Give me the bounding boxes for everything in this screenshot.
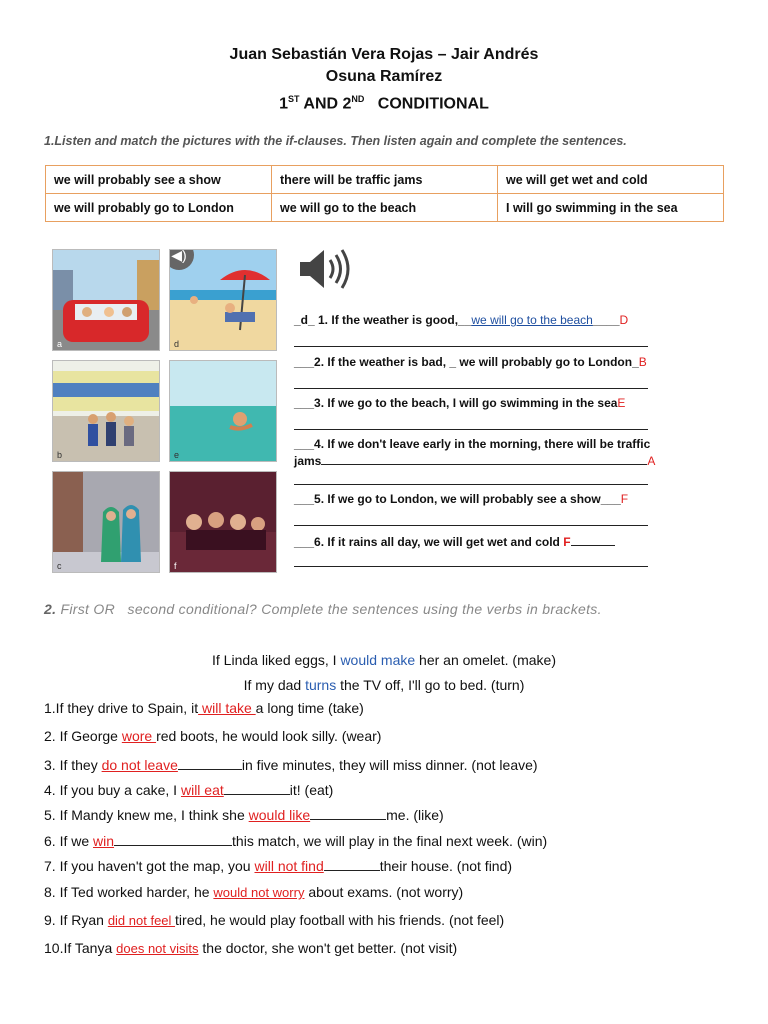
- picture-london-train: [52, 360, 160, 462]
- sentence-1: 1.If they drive to Spain, it will take a long time (take): [44, 700, 364, 716]
- question-4-line-2: jams A: [294, 454, 656, 468]
- page-title: 1ST AND 2ND CONDITIONAL: [279, 94, 489, 113]
- answer-line: [294, 429, 648, 430]
- sentence-7: 7. If you haven't got the map, you will not find their house. (not find): [44, 858, 513, 874]
- sentence-6: 6. If we win this match, we will play in the final next week. (win): [44, 833, 548, 849]
- picture-label: b: [57, 450, 63, 460]
- option-cell: we will probably see a show: [46, 166, 272, 194]
- answer-line: [294, 484, 648, 485]
- sentence-9: 9. If Ryan did not feel tired, he would play football with his friends. (not feel): [44, 912, 505, 928]
- question-3: ___3. If we go to the beach, I will go swimming in the seaE: [294, 396, 626, 410]
- question-2: ___2. If the weather is bad, _ we will probably go to London_B: [294, 355, 647, 369]
- picture-rain: [52, 471, 160, 573]
- answer-line: [294, 525, 648, 526]
- example-2: If my dad turns the TV off, I'll go to bed. (turn): [243, 677, 525, 693]
- option-cell: we will probably go to London: [46, 194, 272, 222]
- sentence-3: 3. If they do not leave in five minutes, they will miss dinner. (not leave): [44, 757, 538, 773]
- question-4: ___4. If we don't leave early in the morning, there will be traffic: [294, 437, 651, 451]
- option-cell: we will get wet and cold: [498, 166, 724, 194]
- picture-label: a: [57, 339, 63, 349]
- option-cell: there will be traffic jams: [272, 166, 498, 194]
- picture-beach: [169, 249, 277, 351]
- answer-line: [294, 566, 648, 567]
- picture-swimming: [169, 360, 277, 462]
- options-table: [45, 165, 724, 222]
- audio-icon[interactable]: ◀): [169, 249, 194, 270]
- answer-line: [294, 346, 648, 347]
- option-cell: I will go swimming in the sea: [498, 194, 724, 222]
- sentence-10: 10.If Tanya does not visits the doctor, she won't get better. (not visit): [44, 940, 458, 956]
- example-1: If Linda liked eggs, I would make her an omelet. (make): [212, 652, 556, 668]
- sentence-4: 4. If you buy a cake, I will eat it! (eat): [44, 782, 334, 798]
- picture-label: c: [57, 561, 62, 571]
- picture-traffic-jam: [52, 249, 160, 351]
- picture-label: e: [174, 450, 180, 460]
- option-cell: we will go to the beach: [272, 194, 498, 222]
- authors-line-1: Juan Sebastián Vera Rojas – Jair Andrés: [229, 46, 539, 63]
- sentence-2: 2. If George wore red boots, he would look silly. (wear): [44, 728, 382, 744]
- section1-instruction: 1.Listen and match the pictures with the if-clauses. Then listen again and complete the sentences.: [44, 134, 627, 148]
- picture-label: d: [174, 339, 180, 349]
- picture-show: [169, 471, 277, 573]
- answer-line: [294, 388, 648, 389]
- sentence-8: 8. If Ted worked harder, he would not worry about exams. (not worry): [44, 884, 464, 900]
- speaker-icon[interactable]: [298, 248, 354, 295]
- authors-line-2: Osuna Ramírez: [325, 68, 443, 85]
- sentence-5: 5. If Mandy knew me, I think she would like me. (like): [44, 807, 444, 823]
- section2-instruction: 2. First OR second conditional? Complete the sentences using the verbs in brackets.: [44, 601, 602, 617]
- question-1: _d_ 1. If the weather is good,__we will go to the beach____D: [294, 313, 629, 327]
- question-5: ___5. If we go to London, we will probably see a show___F: [294, 492, 629, 506]
- question-6: ___6. If it rains all day, we will get wet and cold F: [294, 533, 615, 549]
- picture-label: f: [174, 561, 177, 571]
